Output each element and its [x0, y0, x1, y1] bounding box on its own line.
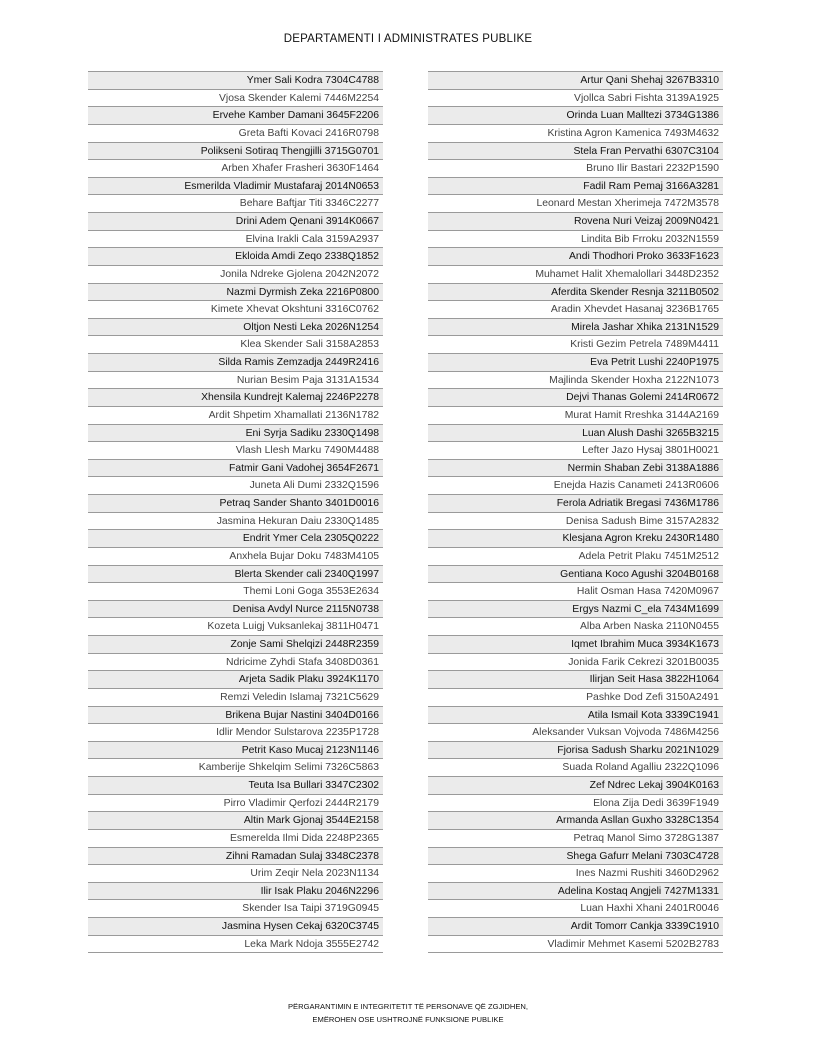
- list-item: Greta Bafti Kovaci 2416R0798: [88, 125, 383, 143]
- list-item: Drini Adem Qenani 3914K0667: [88, 213, 383, 231]
- list-item: Halit Osman Hasa 7420M0967: [428, 583, 723, 601]
- list-item: Fadil Ram Pemaj 3166A3281: [428, 178, 723, 196]
- list-item: Aferdita Skender Resnja 3211B0502: [428, 284, 723, 302]
- list-item: Nazmi Dyrmish Zeka 2216P0800: [88, 284, 383, 302]
- list-item: Elona Zija Dedi 3639F1949: [428, 795, 723, 813]
- list-item: Gentiana Koco Agushi 3204B0168: [428, 566, 723, 584]
- list-item: Behare Baftjar Titi 3346C2277: [88, 195, 383, 213]
- list-item: Iqmet Ibrahim Muca 3934K1673: [428, 636, 723, 654]
- list-item: Orinda Luan Malltezi 3734G1386: [428, 107, 723, 125]
- list-item: Nurian Besim Paja 3131A1534: [88, 372, 383, 390]
- list-item: Ilir Isak Plaku 2046N2296: [88, 883, 383, 901]
- list-item: Kamberije Shkelqim Selimi 7326C5863: [88, 759, 383, 777]
- list-item: Mirela Jashar Xhika 2131N1529: [428, 319, 723, 337]
- list-item: Oltjon Nesti Leka 2026N1254: [88, 319, 383, 337]
- list-item: Enejda Hazis Canameti 2413R0606: [428, 477, 723, 495]
- list-item: Leka Mark Ndoja 3555E2742: [88, 936, 383, 954]
- page-footer: [0, 1000, 816, 1026]
- list-item: Armanda Asllan Guxho 3328C1354: [428, 812, 723, 830]
- list-item: Leonard Mestan Xherimeja 7472M3578: [428, 195, 723, 213]
- list-item: Jonida Farik Cekrezi 3201B0035: [428, 654, 723, 672]
- list-item: Brikena Bujar Nastini 3404D0166: [88, 707, 383, 725]
- list-item: Murat Hamit Rreshka 3144A2169: [428, 407, 723, 425]
- list-item: Petraq Manol Simo 3728G1387: [428, 830, 723, 848]
- list-item: Juneta Ali Dumi 2332Q1596: [88, 477, 383, 495]
- list-item: Blerta Skender cali 2340Q1997: [88, 566, 383, 584]
- list-item: Ardit Shpetim Xhamallati 2136N1782: [88, 407, 383, 425]
- list-item: Adelina Kostaq Angjeli 7427M1331: [428, 883, 723, 901]
- list-item: Idlir Mendor Sulstarova 2235P1728: [88, 724, 383, 742]
- list-item: Kristina Agron Kamenica 7493M4632: [428, 125, 723, 143]
- list-item: Vjollca Sabri Fishta 3139A1925: [428, 90, 723, 108]
- list-item: Muhamet Halit Xhemalollari 3448D2352: [428, 266, 723, 284]
- list-item: Eni Syrja Sadiku 2330Q1498: [88, 425, 383, 443]
- list-item: Ervehe Kamber Damani 3645F2206: [88, 107, 383, 125]
- list-item: Fjorisa Sadush Sharku 2021N1029: [428, 742, 723, 760]
- list-item: Ilirjan Seit Hasa 3822H1064: [428, 671, 723, 689]
- list-item: Dejvi Thanas Golemi 2414R0672: [428, 389, 723, 407]
- list-item: Vlash Llesh Marku 7490M4488: [88, 442, 383, 460]
- list-item: Aleksander Vuksan Vojvoda 7486M4256: [428, 724, 723, 742]
- list-item: Skender Isa Taipi 3719G0945: [88, 900, 383, 918]
- list-item: Jasmina Hysen Cekaj 6320C3745: [88, 918, 383, 936]
- list-item: Kimete Xhevat Okshtuni 3316C0762: [88, 301, 383, 319]
- list-item: Ymer Sali Kodra 7304C4788: [88, 72, 383, 90]
- left-name-list: [88, 71, 383, 953]
- list-item: Ndricime Zyhdi Stafa 3408D0361: [88, 654, 383, 672]
- list-item: Vjosa Skender Kalemi 7446M2254: [88, 90, 383, 108]
- list-item: Zihni Ramadan Sulaj 3348C2378: [88, 848, 383, 866]
- list-item: Pashke Dod Zefi 3150A2491: [428, 689, 723, 707]
- list-item: Klea Skender Sali 3158A2853: [88, 336, 383, 354]
- list-item: Majlinda Skender Hoxha 2122N1073: [428, 372, 723, 390]
- list-item: Urim Zeqir Nela 2023N1134: [88, 865, 383, 883]
- list-item: Lindita Bib Frroku 2032N1559: [428, 231, 723, 249]
- list-item: Ergys Nazmi C_ela 7434M1699: [428, 601, 723, 619]
- list-item: Endrit Ymer Cela 2305Q0222: [88, 530, 383, 548]
- list-item: Aradin Xhevdet Hasanaj 3236B1765: [428, 301, 723, 319]
- list-item: Elvina Irakli Cala 3159A2937: [88, 231, 383, 249]
- list-item: Arjeta Sadik Plaku 3924K1170: [88, 671, 383, 689]
- list-item: Klesjana Agron Kreku 2430R1480: [428, 530, 723, 548]
- list-item: Xhensila Kundrejt Kalemaj 2246P2278: [88, 389, 383, 407]
- list-item: Shega Gafurr Melani 7303C4728: [428, 848, 723, 866]
- page-title: DEPARTAMENTI I ADMINISTRATES PUBLIKE: [283, 33, 533, 45]
- list-item: Luan Haxhi Xhani 2401R0046: [428, 900, 723, 918]
- list-item: Eva Petrit Lushi 2240P1975: [428, 354, 723, 372]
- list-item: Zef Ndrec Lekaj 3904K0163: [428, 777, 723, 795]
- list-item: Teuta Isa Bullari 3347C2302: [88, 777, 383, 795]
- list-item: Kristi Gezim Petrela 7489M4411: [428, 336, 723, 354]
- list-item: Alba Arben Naska 2110N0455: [428, 618, 723, 636]
- list-item: Stela Fran Pervathi 6307C3104: [428, 143, 723, 161]
- list-item: Jonila Ndreke Gjolena 2042N2072: [88, 266, 383, 284]
- footer-line-2: EMËROHEN OSE USHTROJNË FUNKSIONE PUBLIKE: [312, 1015, 504, 1024]
- list-item: Adela Petrit Plaku 7451M2512: [428, 548, 723, 566]
- list-item: Lefter Jazo Hysaj 3801H0021: [428, 442, 723, 460]
- list-item: Remzi Veledin Islamaj 7321C5629: [88, 689, 383, 707]
- list-item: Esmerilda Vladimir Mustafaraj 2014N0653: [88, 178, 383, 196]
- list-item: Vladimir Mehmet Kasemi 5202B2783: [428, 936, 723, 954]
- list-item: Rovena Nuri Veizaj 2009N0421: [428, 213, 723, 231]
- list-item: Nermin Shaban Zebi 3138A1886: [428, 460, 723, 478]
- list-item: Silda Ramis Zemzadja 2449R2416: [88, 354, 383, 372]
- list-item: Suada Roland Agalliu 2322Q1096: [428, 759, 723, 777]
- list-item: Kozeta Luigj Vuksanlekaj 3811H0471: [88, 618, 383, 636]
- list-item: Luan Alush Dashi 3265B3215: [428, 425, 723, 443]
- list-item: Andi Thodhori Proko 3633F1623: [428, 248, 723, 266]
- list-item: Arben Xhafer Frasheri 3630F1464: [88, 160, 383, 178]
- footer-line-1: PËRGARANTIMIN E INTEGRITETIT TË PERSONAVE QË ZGJIDHEN,: [287, 1002, 529, 1011]
- list-item: Petraq Sander Shanto 3401D0016: [88, 495, 383, 513]
- list-item: Ekloida Amdi Zeqo 2338Q1852: [88, 248, 383, 266]
- list-item: Ardit Tomorr Cankja 3339C1910: [428, 918, 723, 936]
- list-item: Jasmina Hekuran Daiu 2330Q1485: [88, 513, 383, 531]
- list-item: Zonje Sami Shelqizi 2448R2359: [88, 636, 383, 654]
- list-item: Ferola Adriatik Bregasi 7436M1786: [428, 495, 723, 513]
- list-item: Fatmir Gani Vadohej 3654F2671: [88, 460, 383, 478]
- list-item: Altin Mark Gjonaj 3544E2158: [88, 812, 383, 830]
- list-item: Pirro Vladimir Qerfozi 2444R2179: [88, 795, 383, 813]
- list-item: Denisa Avdyl Nurce 2115N0738: [88, 601, 383, 619]
- list-item: Bruno Ilir Bastari 2232P1590: [428, 160, 723, 178]
- list-item: Artur Qani Shehaj 3267B3310: [428, 72, 723, 90]
- list-item: Anxhela Bujar Doku 7483M4105: [88, 548, 383, 566]
- list-item: Petrit Kaso Mucaj 2123N1146: [88, 742, 383, 760]
- right-name-list: [428, 71, 723, 953]
- list-item: Esmerelda Ilmi Dida 2248P2365: [88, 830, 383, 848]
- list-item: Themi Loni Goga 3553E2634: [88, 583, 383, 601]
- list-item: Atila Ismail Kota 3339C1941: [428, 707, 723, 725]
- list-item: Denisa Sadush Bime 3157A2832: [428, 513, 723, 531]
- list-item: Polikseni Sotiraq Thengjilli 3715G0701: [88, 143, 383, 161]
- list-item: Ines Nazmi Rushiti 3460D2962: [428, 865, 723, 883]
